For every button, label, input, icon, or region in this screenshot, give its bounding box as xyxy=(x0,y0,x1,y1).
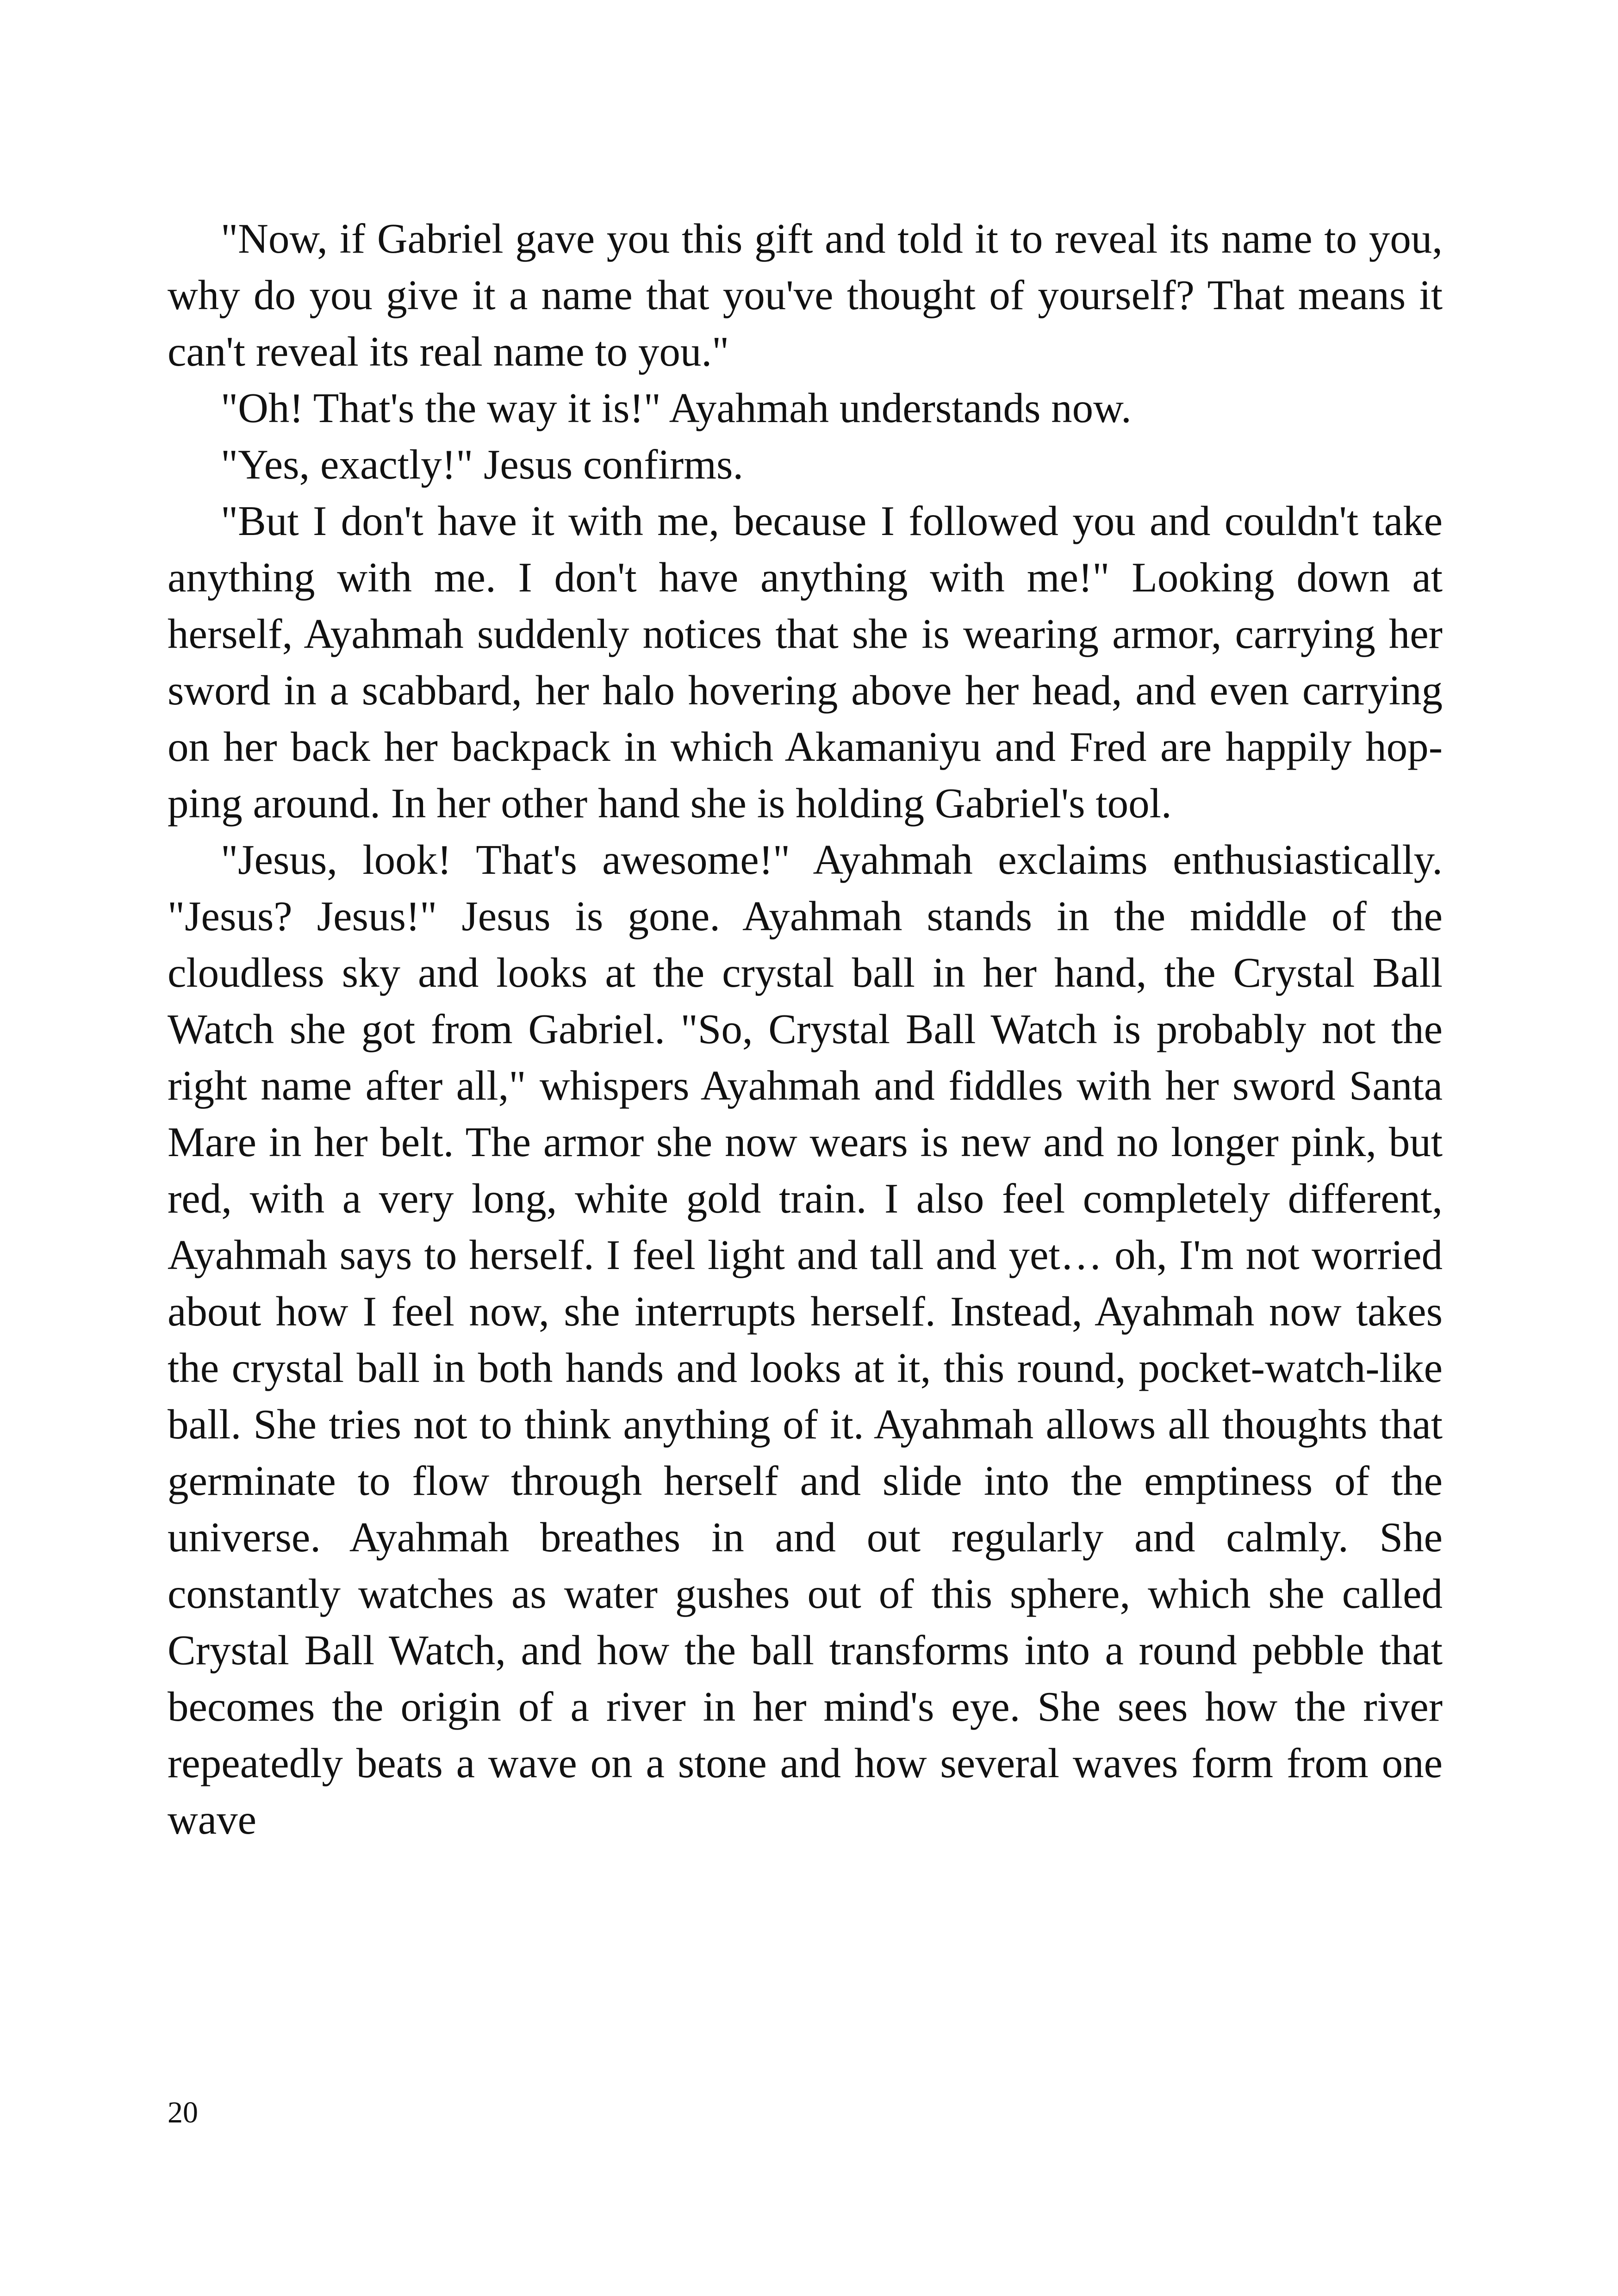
body-text xyxy=(168,211,1443,1848)
paragraph: "Yes, exactly!" Jesus confirms. xyxy=(221,441,744,488)
page-number: 20 xyxy=(168,2096,198,2129)
paragraph: "But I don't have it with me, because I followed you and couldn't take anything with me. I don't have anything with me!" Looking down at herself, Ayahmah suddenly notices that she is wearing armor, carrying her sword in a scabbard, her halo hovering above her head, and even carrying on her back her backpack in which Akamaniyu and Fred are happily hopping around. In her other hand she is holding Gabriel's tool. xyxy=(168,498,1443,827)
paragraph: "Jesus, look! That's awesome!" Ayahmah exclaims enthusiastically. "Jesus? Jesus!" Jesus is gone. Ayahmah stands in the middle of the cloudless sky and looks at the crystal ball in her hand, the Crystal Ball Watch she got from Gabriel. "So, Crystal Ball Watch is probably not the right name after all," whispers Ayahmah and fiddles with her sword Santa Mare in her belt. The armor she now wears is new and no longer pink, but red, with a very long, white gold train. I also feel completely different, Ayahmah says to herself. I feel light and tall and yet… oh, I'm not worried about how I feel now, she interrupts herself. Instead, Ayahmah now takes the crystal ball in both hands and looks at it, this round, pocket-watch-like ball. She tries not to think anything of it. Ayahmah allows all thoughts that germinate to flow through herself and slide into the emptiness of the universe. Ayahmah breathes in and out regularly and calmly. She constantly watches as water gushes out of this sphere, which she called Crystal Ball Watch, and how the ball transforms into a round pebble that becomes the origin of a river in her mind's eye. She sees how the river repeatedly beats a wave on a stone and how several waves form from one wave xyxy=(168,836,1443,1843)
paragraph: "Now, if Gabriel gave you this gift and told it to reveal its name to you, why do you give it a name that you've thought of yourself? That means it can't reveal its real name to you." xyxy=(168,215,1443,375)
paragraph: "Oh! That's the way it is!" Ayahmah understands now. xyxy=(221,385,1132,431)
